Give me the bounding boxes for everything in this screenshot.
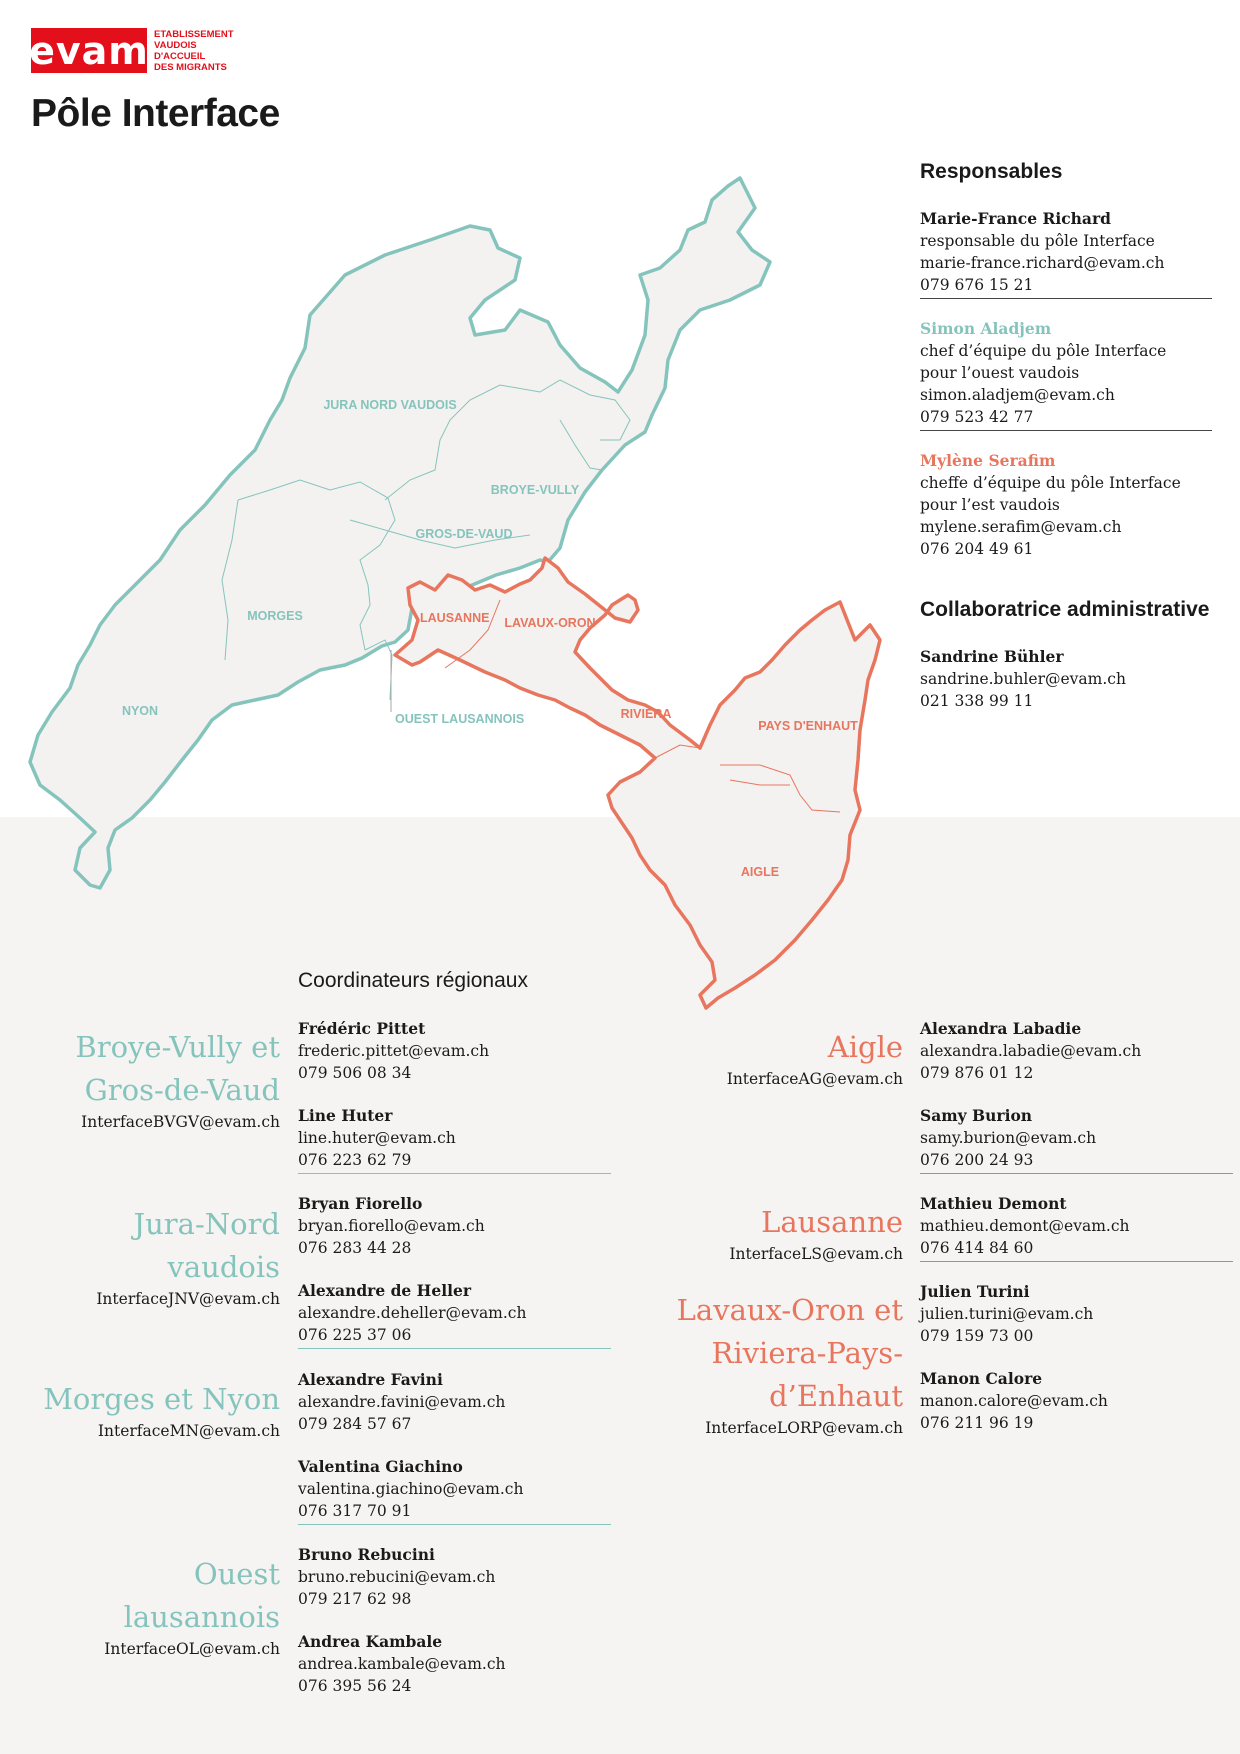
coordinator: [920, 1105, 1233, 1171]
responsables-title: Responsables: [920, 160, 1063, 183]
coordinator-email[interactable]: samy.burion@evam.ch: [920, 1129, 1097, 1147]
responsable-name: Mylène Serafim: [920, 451, 1056, 470]
responsable-card: [920, 208, 1212, 299]
responsable-role: pour l’est vaudois: [920, 496, 1060, 514]
logo-sub-line: DES MIGRANTS: [154, 62, 227, 73]
coordinator-email[interactable]: julien.turini@evam.ch: [920, 1305, 1094, 1323]
responsable-role: pour l’ouest vaudois: [920, 364, 1080, 382]
map-label-riviera: RIVIERA: [620, 707, 672, 721]
map-label-lavaux-oron: LAVAUX-ORON: [504, 616, 596, 630]
coordinator: [298, 1018, 611, 1084]
coordinator-phone: 079 876 01 12: [920, 1064, 1034, 1082]
map-label-lausanne: LAUSANNE: [420, 611, 490, 625]
coordinator-email[interactable]: valentina.giachino@evam.ch: [298, 1480, 524, 1498]
coordinator-email[interactable]: bruno.rebucini@evam.ch: [298, 1568, 496, 1586]
admin-title: Collaboratrice administrative: [920, 598, 1210, 621]
coordinator: [298, 1105, 611, 1171]
responsable-name: Marie-France Richard: [920, 209, 1111, 228]
coordinator-phone: 079 506 08 34: [298, 1064, 412, 1082]
responsable-phone: 079 676 15 21: [920, 276, 1034, 294]
region-email[interactable]: InterfaceJNV@evam.ch: [96, 1290, 280, 1308]
coordinator-name: Alexandra Labadie: [920, 1019, 1082, 1038]
responsables-section: [920, 160, 1220, 710]
region-name: Jura-Nord: [133, 1207, 280, 1241]
coordinator-email[interactable]: manon.calore@evam.ch: [920, 1392, 1108, 1410]
coordinator-name: Alexandre Favini: [298, 1370, 443, 1389]
region-name: Broye-Vully et: [75, 1030, 280, 1064]
coordinator-name: Andrea Kambale: [298, 1632, 443, 1651]
coordinator-name: Frédéric Pittet: [298, 1019, 426, 1038]
region-broye-vully-gros-de-vaud: [40, 1026, 280, 1132]
map-label-aigle: AIGLE: [740, 865, 780, 879]
responsable-phone: 079 523 42 77: [920, 408, 1034, 426]
coordinator-phone: 076 414 84 60: [920, 1239, 1034, 1257]
map-label-jura-nord-vaudois: JURA NORD VAUDOIS: [323, 398, 457, 412]
coordinator-name: Julien Turini: [920, 1282, 1030, 1301]
responsable-card: [920, 318, 1212, 431]
logo-sub-line: VAUDOIS: [154, 40, 197, 51]
map-label-pays-d-enhaut: PAYS D'ENHAUT: [758, 719, 858, 733]
region-jura-nord-vaudois: [40, 1203, 280, 1309]
logo-mark: evam: [29, 28, 149, 73]
admin-email[interactable]: sandrine.buhler@evam.ch: [920, 670, 1126, 688]
coordinator-email[interactable]: mathieu.demont@evam.ch: [920, 1217, 1130, 1235]
coordinator-phone: 079 284 57 67: [298, 1415, 412, 1433]
region-name: Lausanne: [761, 1205, 903, 1239]
coordinator: [298, 1544, 611, 1610]
region-name: Ouest lausannois: [123, 1557, 280, 1634]
coordinator: [298, 1193, 611, 1259]
contacts-morges-nyon: [298, 1369, 611, 1525]
map-label-broye-vully: BROYE-VULLY: [490, 483, 580, 497]
coordinator-email[interactable]: andrea.kambale@evam.ch: [298, 1655, 506, 1673]
coordinator: [920, 1368, 1233, 1434]
coordinator-name: Valentina Giachino: [298, 1457, 463, 1476]
coordinator: [298, 1280, 611, 1346]
region-morges-nyon: [40, 1378, 280, 1441]
page-title: Pôle Interface: [31, 92, 280, 135]
responsable-role: cheffe d’équipe du pôle Interface: [920, 474, 1181, 492]
coordinator-email[interactable]: bryan.fiorello@evam.ch: [298, 1217, 485, 1235]
contacts-jura-nord-vaudois: [298, 1193, 611, 1349]
region-email[interactable]: InterfaceLS@evam.ch: [729, 1245, 903, 1263]
map-label-gros-de-vaud: GROS-DE-VAUD: [415, 527, 513, 541]
region-email[interactable]: InterfaceBVGV@evam.ch: [81, 1113, 280, 1131]
admin-name: Sandrine Bühler: [920, 647, 1064, 666]
coordinator-phone: 076 223 62 79: [298, 1151, 412, 1169]
responsable-phone: 076 204 49 61: [920, 540, 1034, 558]
region-ouest-lausannois: [40, 1553, 280, 1659]
map-label-nyon: NYON: [121, 704, 159, 718]
admin-phone: 021 338 99 11: [920, 692, 1034, 710]
coordinator: [920, 1018, 1233, 1084]
region-name: Morges et Nyon: [43, 1382, 280, 1416]
responsable-email[interactable]: simon.aladjem@evam.ch: [920, 386, 1115, 404]
coordinator-phone: 076 395 56 24: [298, 1677, 412, 1695]
region-name: Lavaux-Oron et: [676, 1293, 903, 1327]
coordinator: [298, 1369, 611, 1435]
coordinator-email[interactable]: alexandre.deheller@evam.ch: [298, 1304, 527, 1322]
admin-card: [920, 646, 1212, 714]
coordinator-phone: 076 200 24 93: [920, 1151, 1034, 1169]
responsable-card: [920, 450, 1212, 562]
region-aigle: [640, 1026, 903, 1089]
coordinator-name: Mathieu Demont: [920, 1194, 1067, 1213]
coordinator-name: Alexandre de Heller: [298, 1281, 471, 1300]
region-email[interactable]: InterfaceAG@evam.ch: [726, 1070, 903, 1088]
logo-sub-line: D'ACCUEIL: [154, 51, 206, 62]
coordinator-name: Samy Burion: [920, 1106, 1033, 1125]
coordinator-phone: 076 283 44 28: [298, 1239, 412, 1257]
coordinator-phone: 079 159 73 00: [920, 1327, 1034, 1345]
contacts-ouest-lausannois: [298, 1544, 611, 1697]
coordinator-phone: 079 217 62 98: [298, 1590, 412, 1608]
responsable-role: chef d’équipe du pôle Interface: [920, 342, 1167, 360]
region-name: Riviera-Pays-: [711, 1336, 903, 1370]
coordinator-phone: 076 211 96 19: [920, 1414, 1034, 1432]
contacts-broye-vully-gros-de-vaud: [298, 1018, 611, 1174]
responsable-email[interactable]: marie-france.richard@evam.ch: [920, 254, 1165, 272]
region-name: d’Enhaut: [769, 1379, 903, 1413]
contacts-lavaux-oron-riviera: [920, 1281, 1233, 1434]
region-lausanne: [640, 1201, 903, 1264]
responsable-role: responsable du pôle Interface: [920, 232, 1155, 250]
region-email[interactable]: InterfaceMN@evam.ch: [97, 1422, 280, 1440]
responsable-name: Simon Aladjem: [920, 319, 1052, 338]
region-name: Aigle: [827, 1030, 903, 1064]
coordinator-email[interactable]: frederic.pittet@evam.ch: [298, 1042, 490, 1060]
region-name: Gros-de-Vaud: [84, 1073, 280, 1107]
coordinator-name: Bryan Fiorello: [298, 1194, 423, 1213]
coordinator-name: Bruno Rebucini: [298, 1545, 435, 1564]
map-east-area: [395, 558, 880, 1008]
coordinator-email[interactable]: alexandra.labadie@evam.ch: [920, 1042, 1142, 1060]
map-label-ouest-lausannois: OUEST LAUSANNOIS: [395, 712, 525, 726]
coordinator-phone: 076 225 37 06: [298, 1326, 412, 1344]
logo-sub-line: ETABLISSEMENT: [154, 29, 234, 40]
contacts-lausanne: [920, 1193, 1233, 1262]
region-email[interactable]: InterfaceLORP@evam.ch: [705, 1419, 903, 1437]
responsable-email[interactable]: mylene.serafim@evam.ch: [920, 518, 1122, 536]
coordinator-name: Line Huter: [298, 1106, 393, 1125]
region-name: vaudois: [167, 1250, 280, 1284]
region-lavaux-oron-riviera: [640, 1289, 903, 1438]
region-email[interactable]: InterfaceOL@evam.ch: [104, 1640, 280, 1658]
contacts-aigle: [920, 1018, 1233, 1174]
coordinators-title: Coordinateurs régionaux: [298, 969, 528, 992]
coordinator-phone: 076 317 70 91: [298, 1502, 412, 1520]
coordinator: [920, 1193, 1233, 1259]
coordinator: [298, 1456, 611, 1522]
map-label-morges: MORGES: [247, 609, 303, 623]
coordinator-name: Manon Calore: [920, 1369, 1043, 1388]
coordinator: [920, 1281, 1233, 1347]
coordinator: [298, 1631, 611, 1697]
coordinator-email[interactable]: line.huter@evam.ch: [298, 1129, 456, 1147]
coordinator-email[interactable]: alexandre.favini@evam.ch: [298, 1393, 506, 1411]
